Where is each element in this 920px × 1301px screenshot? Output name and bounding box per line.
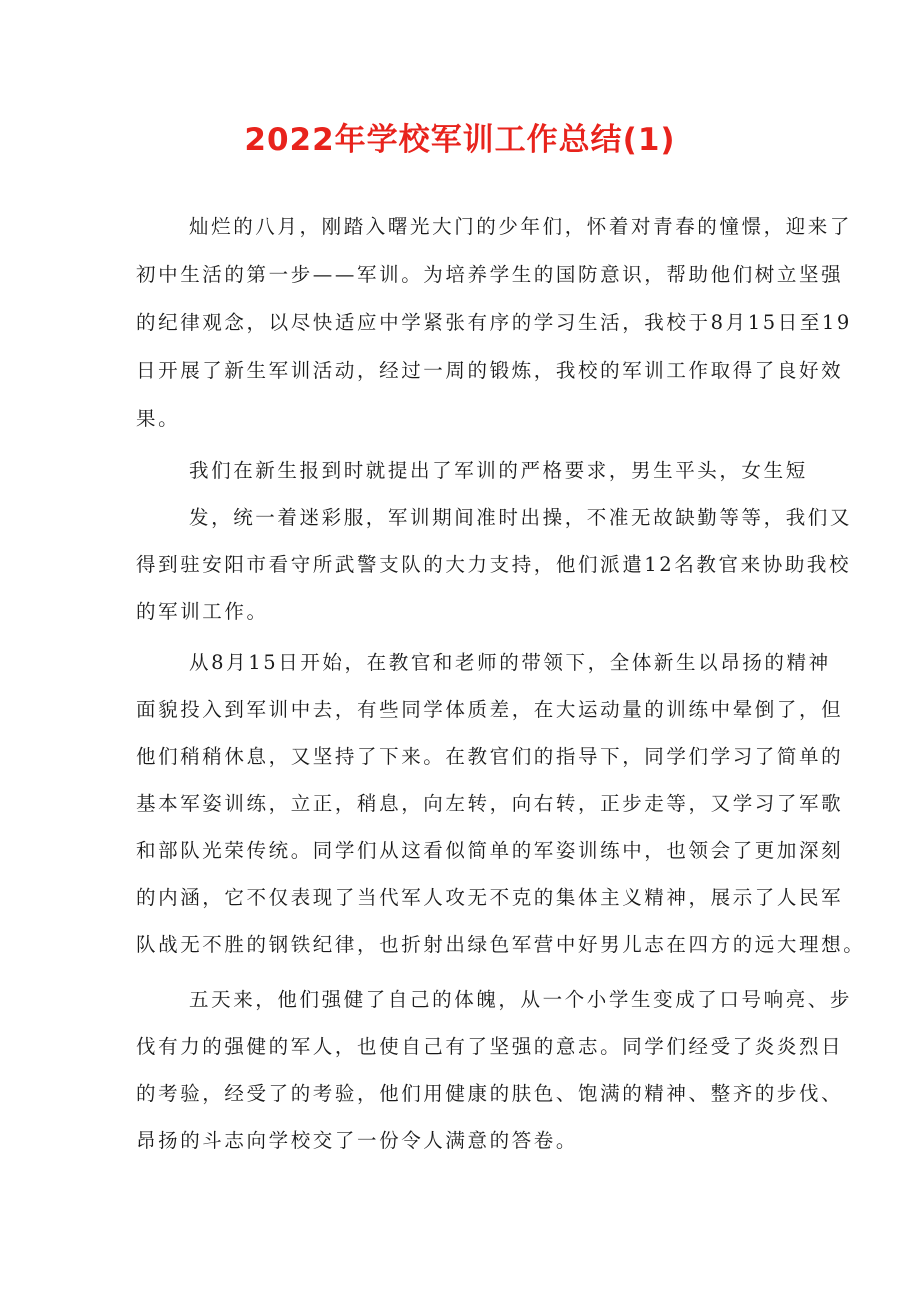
body-line-7: 发，统一着迷彩服，军训期间准时出操，不准无故缺勤等等，我们又 — [189, 506, 853, 529]
body-line-1: 灿烂的八月，刚踏入曙光大门的少年们，怀着对青春的憧憬，迎来了 — [189, 215, 853, 238]
body-line-20: 昂扬的斗志向学校交了一份令人满意的答卷。 — [136, 1129, 579, 1152]
body-line-5: 果。 — [136, 407, 181, 430]
body-line-17: 五天来，他们强健了自己的体魄，从一个小学生变成了口号响亮、步 — [189, 988, 853, 1011]
body-line-11: 面貌投入到军训中去，有些同学体质差，在大运动量的训练中晕倒了，但 — [136, 698, 844, 721]
body-line-4: 日开展了新生军训活动，经过一周的锻炼，我校的军训工作取得了良好效 — [136, 359, 844, 382]
document-title: 2022年学校军训工作总结(1) — [244, 122, 676, 158]
body-line-18: 伐有力的强健的军人，也使自己有了坚强的意志。同学们经受了炎炎烈日 — [136, 1035, 844, 1058]
body-line-2: 初中生活的第一步——军训。为培养学生的国防意识，帮助他们树立坚强 — [136, 263, 844, 286]
body-line-19: 的考验，经受了的考验，他们用健康的肤色、饱满的精神、整齐的步伐、 — [136, 1082, 844, 1105]
body-line-9: 的军训工作。 — [136, 600, 269, 623]
body-line-14: 和部队光荣传统。同学们从这看似简单的军姿训练中，也领会了更加深刻 — [136, 839, 844, 862]
body-line-13: 基本军姿训练，立正，稍息，向左转，向右转，正步走等，又学习了军歌 — [136, 792, 844, 815]
body-line-8: 得到驻安阳市看守所武警支队的大力支持，他们派遣12名教官来协助我校 — [136, 553, 852, 576]
body-line-3: 的纪律观念，以尽快适应中学紧张有序的学习生活，我校于8月15日至19 — [136, 311, 852, 334]
body-line-10: 从8月15日开始，在教官和老师的带领下，全体新生以昂扬的精神 — [189, 651, 831, 674]
body-line-15: 的内涵，它不仅表现了当代军人攻无不克的集体主义精神，展示了人民军 — [136, 886, 844, 909]
body-line-6: 我们在新生报到时就提出了军训的严格要求，男生平头，女生短 — [189, 459, 808, 482]
body-line-16: 队战无不胜的钢铁纪律，也折射出绿色军营中好男儿志在四方的远大理想。 — [136, 933, 866, 956]
body-line-12: 他们稍稍休息，又坚持了下来。在教官们的指导下，同学们学习了简单的 — [136, 745, 844, 768]
